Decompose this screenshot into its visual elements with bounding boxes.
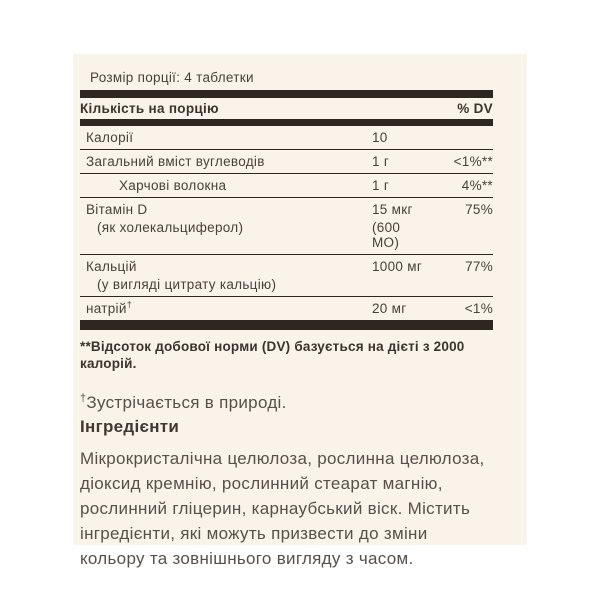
row-dv: <1%** [453, 154, 493, 169]
table-row-carbohydrates [80, 150, 493, 174]
table-row-calories [80, 126, 493, 150]
row-amount: 15 мкг [372, 202, 413, 217]
serving-size-text: Розмір порції: 4 таблетки [90, 70, 254, 85]
row-label: Вітамін D [86, 202, 148, 217]
table-row-sodium [80, 297, 493, 320]
ingredients-line: рослинний гліцерин, карнаубський віск. Містить [80, 499, 471, 518]
ingredients-line: Мікрокристалічна целюлоза, рослинна целюлоза, [80, 449, 485, 468]
table-header-row [80, 98, 493, 119]
row-amount: 10 [372, 130, 388, 145]
divider-bar-bottom [80, 320, 493, 330]
row-dv: 75% [465, 202, 493, 217]
ingredients-title: Інгредієнти [80, 417, 180, 436]
divider-bar-header [80, 119, 493, 126]
table-row-calcium [80, 255, 493, 297]
row-amount: 1000 мг [372, 259, 423, 274]
table-row-vitamin-d [80, 198, 493, 255]
naturally-occurring-note [80, 393, 493, 413]
table-row-dietary-fiber [80, 174, 493, 198]
row-label: Харчові волокна [119, 178, 227, 193]
naturally-occurring-text: Зустрічається в природі. [86, 393, 287, 412]
facts-inner [80, 70, 493, 571]
row-amount: 1 г [372, 154, 390, 169]
row-amount: 1 г [372, 178, 390, 193]
ingredients-line: інгредієнти, які можуть призвести до зміни [80, 524, 428, 543]
row-label: Калорії [86, 130, 134, 145]
row-sublabel: (у вигляді цитрату кальцію) [97, 277, 277, 292]
row-label: Загальний вміст вуглеводів [86, 154, 265, 169]
row-dv: <1% [464, 301, 493, 316]
ingredients-text [80, 446, 493, 571]
row-dv: 4%** [461, 178, 493, 193]
row-amount: 20 мг [372, 301, 407, 316]
dv-footnote: **Відсоток добової норми (DV) базується на дієті з 2000 калорій. [80, 339, 465, 371]
dagger-mark: † [80, 392, 87, 405]
ingredients-line: діоксид кремнію, рослинний стеарат магнію, [80, 474, 443, 493]
row-amount-secondary: (600 МО) [372, 220, 401, 250]
row-label: Кальцій [86, 259, 137, 274]
row-label: натрій [86, 301, 127, 316]
row-dv: 77% [465, 259, 493, 274]
amount-per-serving-header: Кількість на порцію [80, 101, 219, 116]
divider-bar-top [80, 90, 493, 98]
row-sublabel: (як холекальциферол) [97, 220, 244, 235]
ingredients-line: кольору та зовнішнього вигляду з часом. [80, 549, 414, 568]
dagger-mark: † [126, 299, 133, 310]
percent-dv-header: % DV [457, 101, 493, 116]
supplement-facts-panel [73, 54, 527, 568]
